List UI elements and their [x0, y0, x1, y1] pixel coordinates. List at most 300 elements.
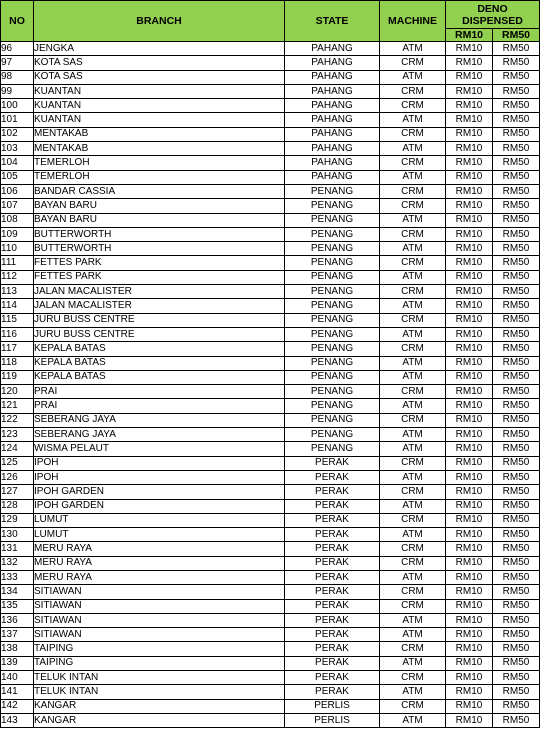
cell-no: 137 [1, 628, 34, 642]
cell-no: 98 [1, 70, 34, 84]
cell-rm10: RM10 [446, 313, 493, 327]
cell-state: PERAK [285, 556, 380, 570]
cell-rm50: RM50 [493, 713, 540, 727]
cell-rm50: RM50 [493, 671, 540, 685]
cell-rm10: RM10 [446, 142, 493, 156]
cell-rm50: RM50 [493, 685, 540, 699]
table-row [1, 513, 540, 527]
cell-state: PERLIS [285, 699, 380, 713]
cell-rm10: RM10 [446, 113, 493, 127]
cell-state: PAHANG [285, 56, 380, 70]
table-row [1, 385, 540, 399]
cell-machine: CRM [380, 227, 446, 241]
table-row [1, 685, 540, 699]
cell-rm10: RM10 [446, 199, 493, 213]
cell-machine: CRM [380, 199, 446, 213]
cell-branch: JURU BUSS CENTRE [34, 313, 285, 327]
table-row [1, 585, 540, 599]
table-row [1, 142, 540, 156]
cell-branch: TAIPING [34, 656, 285, 670]
cell-rm50: RM50 [493, 399, 540, 413]
cell-branch: LUMUT [34, 528, 285, 542]
cell-branch: SEBERANG JAYA [34, 428, 285, 442]
header-no: NO [1, 1, 34, 42]
cell-branch: TELUK INTAN [34, 671, 285, 685]
cell-rm10: RM10 [446, 628, 493, 642]
table-row [1, 270, 540, 284]
cell-state: PERAK [285, 671, 380, 685]
cell-branch: IPOH [34, 470, 285, 484]
table-row [1, 613, 540, 627]
cell-no: 118 [1, 356, 34, 370]
cell-rm10: RM10 [446, 56, 493, 70]
cell-rm50: RM50 [493, 470, 540, 484]
cell-no: 106 [1, 184, 34, 198]
cell-rm10: RM10 [446, 342, 493, 356]
table-row [1, 470, 540, 484]
cell-branch: KANGAR [34, 713, 285, 727]
table-row [1, 56, 540, 70]
cell-rm50: RM50 [493, 84, 540, 98]
cell-rm50: RM50 [493, 385, 540, 399]
cell-branch: BUTTERWORTH [34, 227, 285, 241]
cell-rm10: RM10 [446, 327, 493, 341]
cell-machine: ATM [380, 327, 446, 341]
cell-branch: BAYAN BARU [34, 213, 285, 227]
cell-rm50: RM50 [493, 485, 540, 499]
cell-machine: ATM [380, 499, 446, 513]
table-row [1, 156, 540, 170]
cell-branch: TEMERLOH [34, 156, 285, 170]
cell-branch: BANDAR CASSIA [34, 184, 285, 198]
cell-rm50: RM50 [493, 156, 540, 170]
cell-rm10: RM10 [446, 585, 493, 599]
cell-rm10: RM10 [446, 156, 493, 170]
cell-rm10: RM10 [446, 42, 493, 56]
cell-rm50: RM50 [493, 285, 540, 299]
cell-no: 104 [1, 156, 34, 170]
table-header [1, 1, 540, 42]
cell-rm10: RM10 [446, 713, 493, 727]
cell-branch: MENTAKAB [34, 142, 285, 156]
cell-no: 97 [1, 56, 34, 70]
cell-branch: MENTAKAB [34, 127, 285, 141]
cell-state: PAHANG [285, 170, 380, 184]
cell-branch: PRAI [34, 399, 285, 413]
cell-rm10: RM10 [446, 456, 493, 470]
cell-machine: CRM [380, 256, 446, 270]
cell-machine: CRM [380, 699, 446, 713]
header-rm50: RM50 [493, 29, 540, 42]
cell-no: 119 [1, 370, 34, 384]
cell-branch: KUANTAN [34, 113, 285, 127]
cell-state: PAHANG [285, 127, 380, 141]
cell-rm10: RM10 [446, 399, 493, 413]
cell-rm10: RM10 [446, 656, 493, 670]
cell-machine: CRM [380, 456, 446, 470]
cell-state: PERAK [285, 599, 380, 613]
cell-rm10: RM10 [446, 285, 493, 299]
cell-branch: MERU RAYA [34, 556, 285, 570]
header-deno-dispensed: DENO DISPENSED [446, 1, 540, 29]
cell-rm50: RM50 [493, 656, 540, 670]
cell-no: 102 [1, 127, 34, 141]
cell-no: 141 [1, 685, 34, 699]
cell-no: 112 [1, 270, 34, 284]
cell-no: 99 [1, 84, 34, 98]
cell-state: PAHANG [285, 84, 380, 98]
cell-state: PERAK [285, 685, 380, 699]
cell-no: 113 [1, 285, 34, 299]
table-row [1, 327, 540, 341]
table-row [1, 499, 540, 513]
table-row [1, 356, 540, 370]
cell-machine: ATM [380, 213, 446, 227]
cell-state: PAHANG [285, 42, 380, 56]
cell-rm50: RM50 [493, 542, 540, 556]
table-row [1, 342, 540, 356]
cell-state: PENANG [285, 370, 380, 384]
cell-rm10: RM10 [446, 570, 493, 584]
cell-no: 122 [1, 413, 34, 427]
header-machine: MACHINE [380, 1, 446, 42]
cell-machine: ATM [380, 113, 446, 127]
cell-rm50: RM50 [493, 413, 540, 427]
cell-machine: ATM [380, 356, 446, 370]
cell-branch: MERU RAYA [34, 570, 285, 584]
table-row [1, 413, 540, 427]
cell-rm50: RM50 [493, 356, 540, 370]
cell-state: PERLIS [285, 713, 380, 727]
cell-branch: TELUK INTAN [34, 685, 285, 699]
cell-branch: KANGAR [34, 699, 285, 713]
cell-machine: ATM [380, 470, 446, 484]
cell-machine: CRM [380, 184, 446, 198]
cell-machine: CRM [380, 127, 446, 141]
table-row [1, 399, 540, 413]
table-row [1, 199, 540, 213]
cell-machine: ATM [380, 613, 446, 627]
cell-machine: ATM [380, 170, 446, 184]
cell-machine: ATM [380, 42, 446, 56]
cell-state: PENANG [285, 313, 380, 327]
cell-machine: CRM [380, 56, 446, 70]
cell-state: PENANG [285, 442, 380, 456]
cell-state: PENANG [285, 285, 380, 299]
cell-branch: KUANTAN [34, 99, 285, 113]
cell-rm50: RM50 [493, 628, 540, 642]
cell-rm50: RM50 [493, 513, 540, 527]
cell-rm50: RM50 [493, 184, 540, 198]
cell-branch: KEPALA BATAS [34, 370, 285, 384]
table-row [1, 570, 540, 584]
cell-rm10: RM10 [446, 370, 493, 384]
cell-no: 108 [1, 213, 34, 227]
cell-rm10: RM10 [446, 127, 493, 141]
cell-rm50: RM50 [493, 142, 540, 156]
cell-branch: SITIAWAN [34, 613, 285, 627]
cell-machine: CRM [380, 313, 446, 327]
table-row [1, 528, 540, 542]
cell-rm50: RM50 [493, 599, 540, 613]
cell-rm10: RM10 [446, 528, 493, 542]
cell-no: 140 [1, 671, 34, 685]
cell-state: PERAK [285, 628, 380, 642]
cell-state: PERAK [285, 613, 380, 627]
cell-rm10: RM10 [446, 270, 493, 284]
cell-no: 120 [1, 385, 34, 399]
cell-machine: ATM [380, 270, 446, 284]
cell-rm10: RM10 [446, 227, 493, 241]
cell-no: 133 [1, 570, 34, 584]
cell-branch: SITIAWAN [34, 599, 285, 613]
cell-state: PERAK [285, 456, 380, 470]
cell-machine: ATM [380, 70, 446, 84]
cell-state: PERAK [285, 499, 380, 513]
cell-state: PENANG [285, 256, 380, 270]
cell-state: PENANG [285, 299, 380, 313]
cell-machine: ATM [380, 685, 446, 699]
cell-rm50: RM50 [493, 270, 540, 284]
cell-machine: CRM [380, 84, 446, 98]
cell-rm10: RM10 [446, 599, 493, 613]
cell-state: PENANG [285, 270, 380, 284]
cell-branch: FETTES PARK [34, 270, 285, 284]
cell-no: 114 [1, 299, 34, 313]
cell-branch: KEPALA BATAS [34, 342, 285, 356]
cell-rm50: RM50 [493, 499, 540, 513]
cell-no: 123 [1, 428, 34, 442]
cell-no: 125 [1, 456, 34, 470]
cell-no: 109 [1, 227, 34, 241]
cell-machine: CRM [380, 513, 446, 527]
cell-no: 103 [1, 142, 34, 156]
cell-branch: LUMUT [34, 513, 285, 527]
cell-branch: KOTA SAS [34, 70, 285, 84]
cell-state: PAHANG [285, 142, 380, 156]
table-row [1, 556, 540, 570]
cell-state: PENANG [285, 184, 380, 198]
cell-state: PENANG [285, 342, 380, 356]
cell-state: PENANG [285, 227, 380, 241]
cell-rm10: RM10 [446, 499, 493, 513]
cell-state: PENANG [285, 327, 380, 341]
cell-rm10: RM10 [446, 699, 493, 713]
cell-machine: CRM [380, 556, 446, 570]
cell-no: 105 [1, 170, 34, 184]
table-row [1, 113, 540, 127]
table-row [1, 671, 540, 685]
cell-machine: ATM [380, 142, 446, 156]
cell-rm50: RM50 [493, 56, 540, 70]
cell-machine: ATM [380, 570, 446, 584]
cell-no: 131 [1, 542, 34, 556]
cell-no: 138 [1, 642, 34, 656]
cell-no: 115 [1, 313, 34, 327]
cell-rm50: RM50 [493, 428, 540, 442]
cell-machine: CRM [380, 485, 446, 499]
cell-rm10: RM10 [446, 356, 493, 370]
cell-no: 117 [1, 342, 34, 356]
table-row [1, 456, 540, 470]
cell-rm50: RM50 [493, 585, 540, 599]
table-row [1, 313, 540, 327]
cell-rm50: RM50 [493, 256, 540, 270]
table-row [1, 227, 540, 241]
cell-rm50: RM50 [493, 242, 540, 256]
cell-branch: TEMERLOH [34, 170, 285, 184]
cell-machine: CRM [380, 413, 446, 427]
cell-branch: JENGKA [34, 42, 285, 56]
cell-no: 127 [1, 485, 34, 499]
cell-state: PERAK [285, 528, 380, 542]
table-row [1, 656, 540, 670]
cell-rm50: RM50 [493, 456, 540, 470]
table-row [1, 213, 540, 227]
table-row [1, 599, 540, 613]
cell-branch: JALAN MACALISTER [34, 285, 285, 299]
cell-machine: ATM [380, 713, 446, 727]
cell-machine: CRM [380, 671, 446, 685]
cell-no: 101 [1, 113, 34, 127]
header-state: STATE [285, 1, 380, 42]
cell-rm50: RM50 [493, 227, 540, 241]
cell-rm10: RM10 [446, 299, 493, 313]
table-row [1, 127, 540, 141]
cell-state: PENANG [285, 242, 380, 256]
table-row [1, 642, 540, 656]
cell-no: 139 [1, 656, 34, 670]
cell-branch: IPOH GARDEN [34, 485, 285, 499]
table-row [1, 170, 540, 184]
table-row [1, 442, 540, 456]
cell-rm10: RM10 [446, 428, 493, 442]
table-row [1, 184, 540, 198]
cell-no: 135 [1, 599, 34, 613]
cell-state: PENANG [285, 199, 380, 213]
cell-machine: CRM [380, 599, 446, 613]
cell-rm10: RM10 [446, 671, 493, 685]
cell-branch: PRAI [34, 385, 285, 399]
cell-rm10: RM10 [446, 99, 493, 113]
cell-no: 130 [1, 528, 34, 542]
cell-rm50: RM50 [493, 342, 540, 356]
cell-machine: ATM [380, 442, 446, 456]
cell-no: 132 [1, 556, 34, 570]
header-branch: BRANCH [34, 1, 285, 42]
cell-branch: MERU RAYA [34, 542, 285, 556]
cell-branch: TAIPING [34, 642, 285, 656]
cell-rm50: RM50 [493, 370, 540, 384]
cell-rm10: RM10 [446, 542, 493, 556]
cell-state: PAHANG [285, 113, 380, 127]
table-row [1, 428, 540, 442]
table-row [1, 370, 540, 384]
cell-branch: SITIAWAN [34, 585, 285, 599]
cell-machine: ATM [380, 370, 446, 384]
cell-branch: SEBERANG JAYA [34, 413, 285, 427]
cell-rm50: RM50 [493, 699, 540, 713]
cell-rm10: RM10 [446, 442, 493, 456]
table-row [1, 542, 540, 556]
table-row [1, 70, 540, 84]
table-row [1, 84, 540, 98]
cell-rm10: RM10 [446, 413, 493, 427]
cell-state: PENANG [285, 385, 380, 399]
cell-branch: KOTA SAS [34, 56, 285, 70]
cell-state: PERAK [285, 542, 380, 556]
cell-machine: ATM [380, 399, 446, 413]
cell-machine: ATM [380, 428, 446, 442]
cell-state: PENANG [285, 413, 380, 427]
cell-no: 142 [1, 699, 34, 713]
table-row [1, 299, 540, 313]
cell-rm10: RM10 [446, 170, 493, 184]
cell-state: PENANG [285, 428, 380, 442]
cell-rm50: RM50 [493, 170, 540, 184]
cell-machine: ATM [380, 656, 446, 670]
cell-branch: SITIAWAN [34, 628, 285, 642]
cell-rm50: RM50 [493, 99, 540, 113]
cell-rm50: RM50 [493, 570, 540, 584]
cell-machine: CRM [380, 542, 446, 556]
table-row [1, 42, 540, 56]
cell-rm50: RM50 [493, 642, 540, 656]
cell-state: PERAK [285, 656, 380, 670]
cell-rm10: RM10 [446, 513, 493, 527]
cell-machine: CRM [380, 285, 446, 299]
cell-rm10: RM10 [446, 385, 493, 399]
cell-rm50: RM50 [493, 213, 540, 227]
cell-rm10: RM10 [446, 213, 493, 227]
table-row [1, 99, 540, 113]
table-body [1, 42, 540, 728]
cell-machine: ATM [380, 242, 446, 256]
cell-rm50: RM50 [493, 313, 540, 327]
cell-rm50: RM50 [493, 113, 540, 127]
table-row [1, 485, 540, 499]
cell-machine: CRM [380, 99, 446, 113]
cell-machine: CRM [380, 385, 446, 399]
cell-no: 129 [1, 513, 34, 527]
cell-rm10: RM10 [446, 642, 493, 656]
cell-rm50: RM50 [493, 70, 540, 84]
table-row [1, 242, 540, 256]
cell-rm50: RM50 [493, 442, 540, 456]
cell-rm50: RM50 [493, 127, 540, 141]
cell-rm10: RM10 [446, 70, 493, 84]
cell-no: 111 [1, 256, 34, 270]
cell-state: PAHANG [285, 70, 380, 84]
cell-no: 124 [1, 442, 34, 456]
cell-no: 126 [1, 470, 34, 484]
cell-branch: IPOH GARDEN [34, 499, 285, 513]
cell-rm50: RM50 [493, 528, 540, 542]
header-row-main [1, 1, 540, 29]
cell-machine: CRM [380, 642, 446, 656]
cell-state: PENANG [285, 356, 380, 370]
cell-machine: CRM [380, 156, 446, 170]
cell-machine: ATM [380, 628, 446, 642]
cell-rm10: RM10 [446, 556, 493, 570]
cell-state: PERAK [285, 485, 380, 499]
cell-state: PENANG [285, 399, 380, 413]
cell-no: 96 [1, 42, 34, 56]
cell-branch: WISMA PELAUT [34, 442, 285, 456]
cell-branch: BAYAN BARU [34, 199, 285, 213]
cell-rm50: RM50 [493, 199, 540, 213]
cell-machine: CRM [380, 342, 446, 356]
